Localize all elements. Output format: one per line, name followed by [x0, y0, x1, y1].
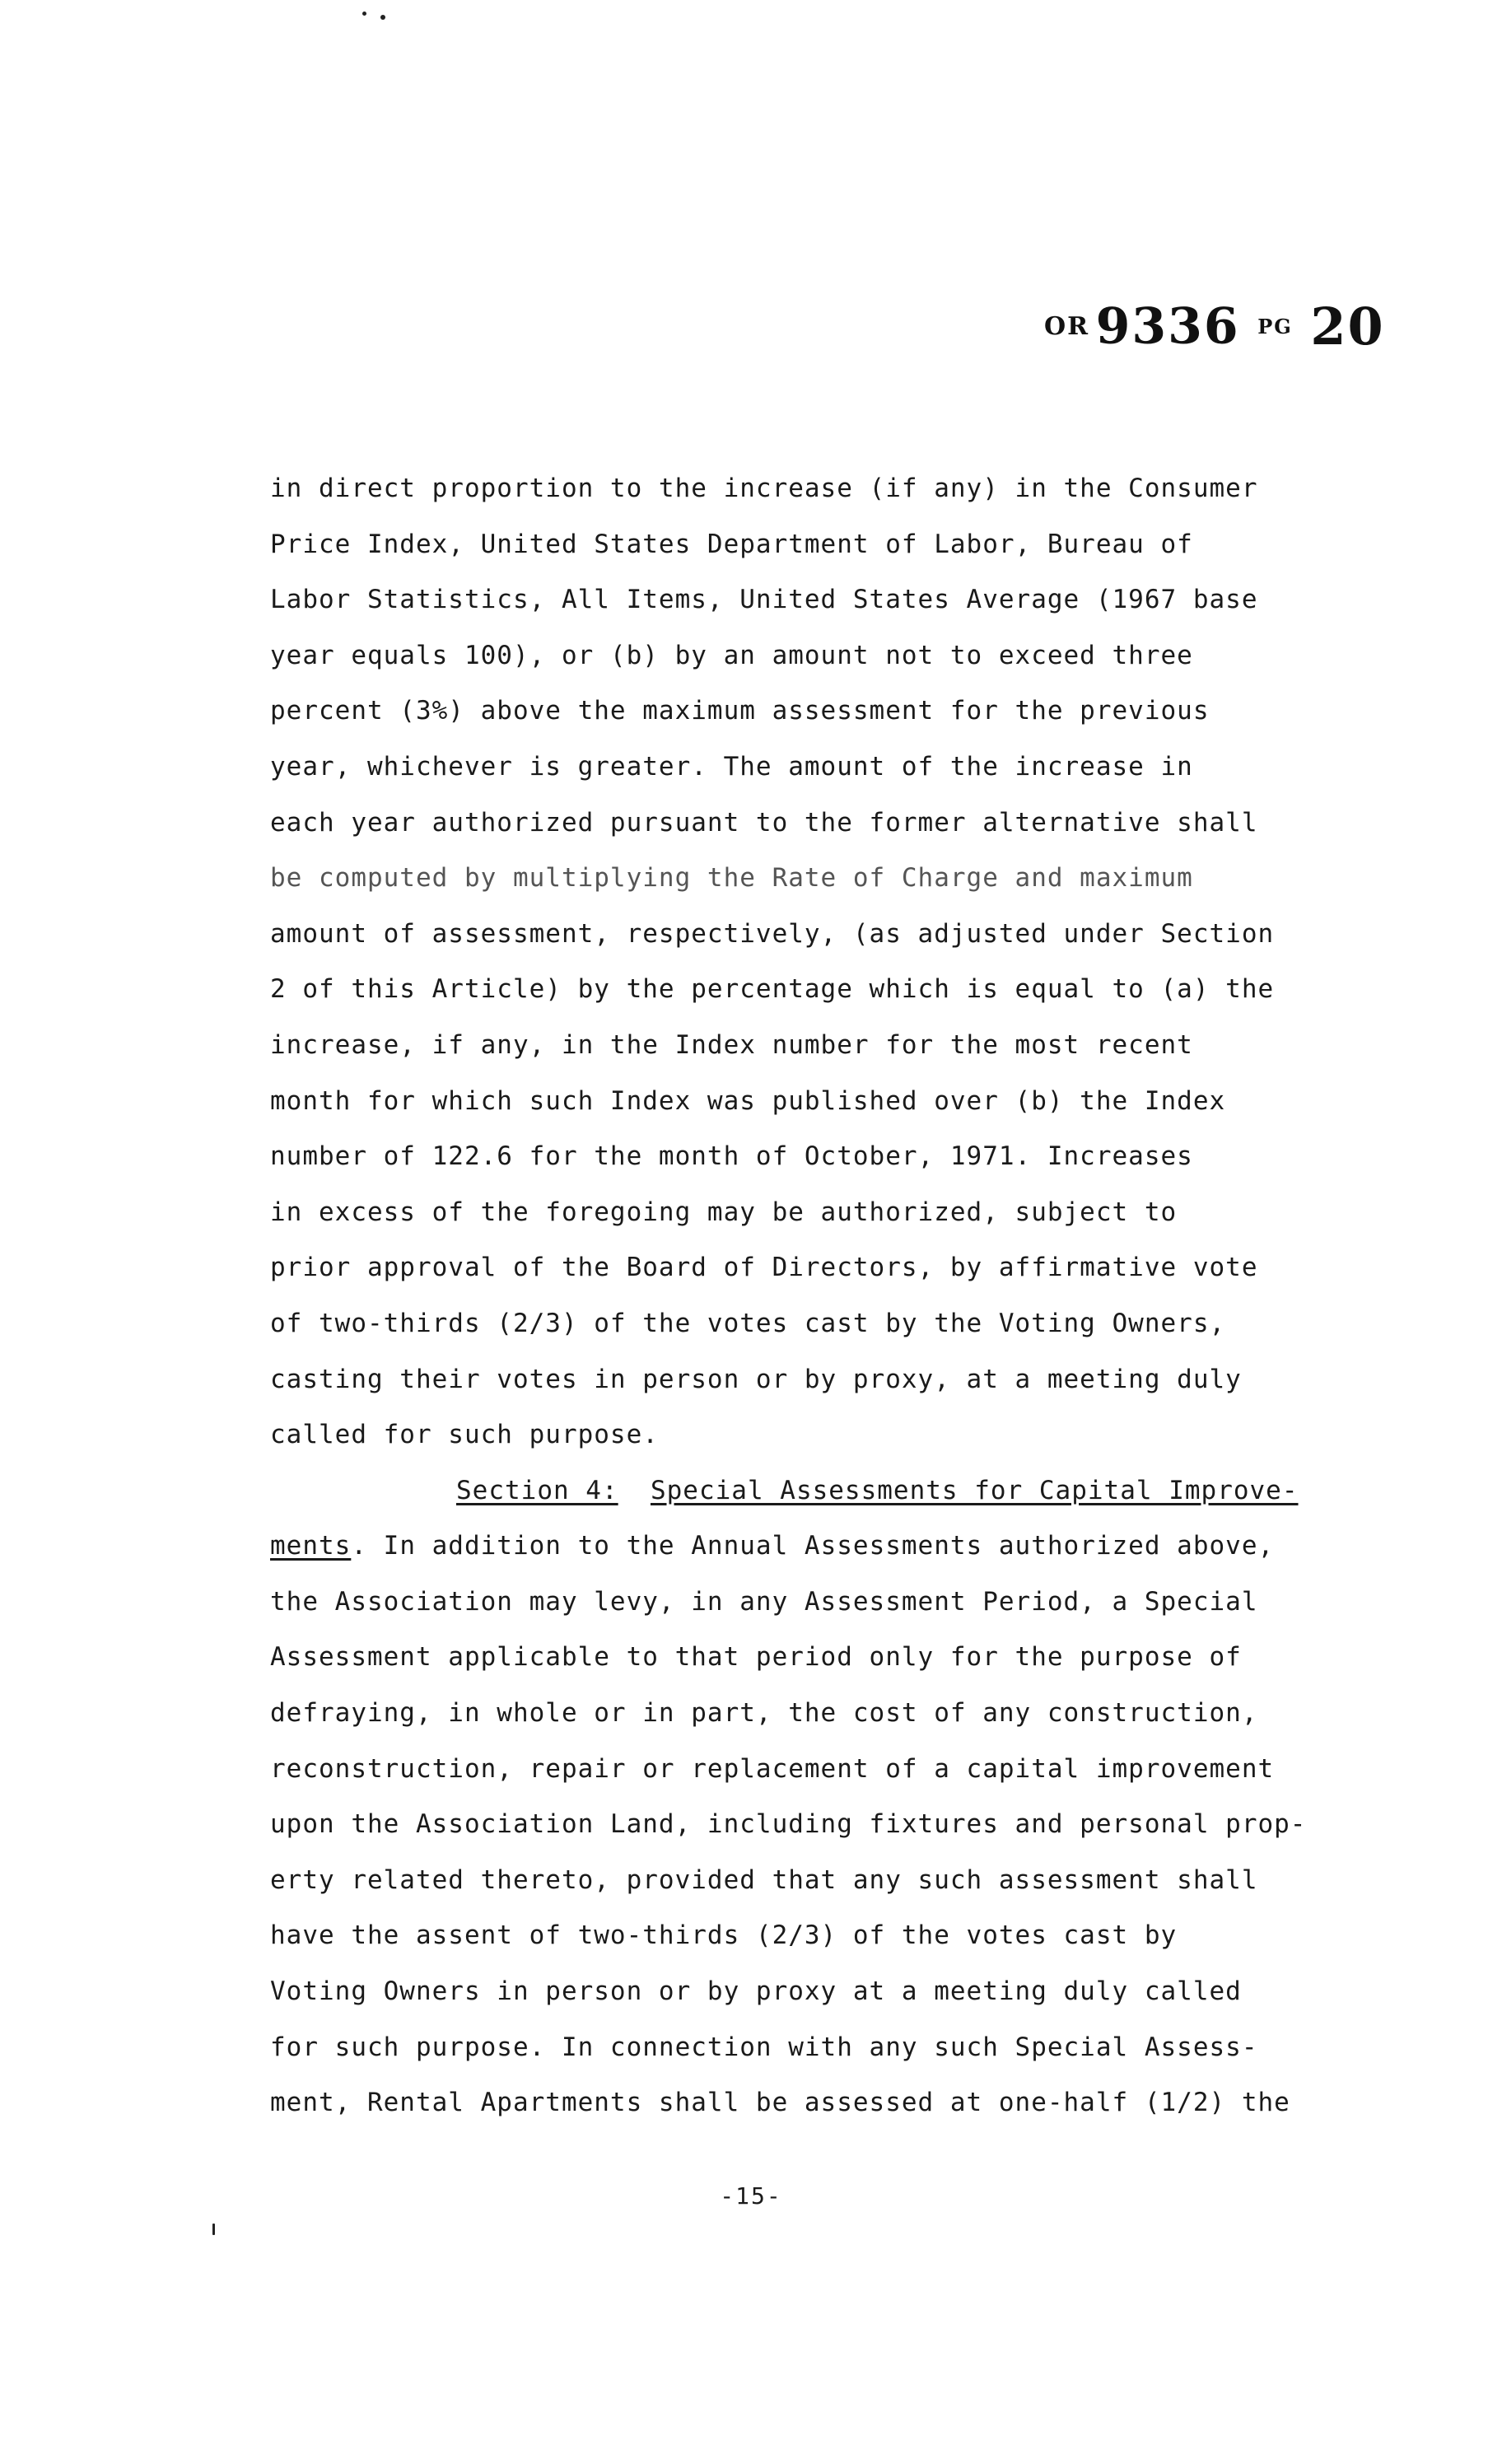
text-line: the Association may levy, in any Assessment Period, a Special — [270, 1586, 1258, 1617]
section-4-title-end: ments — [270, 1531, 352, 1561]
text-line: for such purpose. In connection with any such Special Assess- — [270, 2032, 1258, 2062]
text-line: month for which such Index was published over (b) the Index — [270, 1085, 1226, 1116]
scan-speck — [380, 15, 385, 20]
section-4-first-sentence: . In addition to the Annual Assessments authorized above, — [351, 1531, 1275, 1561]
text-line: year equals 100), or (b) by an amount not to exceed three — [270, 640, 1193, 670]
text-line: ment, Rental Apartments shall be assessed at one-half (1/2) the — [270, 2088, 1290, 2118]
text-line: in excess of the foregoing may be authorized, subject to — [270, 1197, 1178, 1227]
scan-speck — [212, 2224, 215, 2235]
text-line: in direct proportion to the increase (if any) in the Consumer — [270, 474, 1258, 503]
text-line: year, whichever is greater. The amount of the increase in — [270, 751, 1193, 782]
text-line: have the assent of two-thirds (2/3) of the votes cast by — [270, 1920, 1178, 1951]
text-line: prior approval of the Board of Directors, by affirmative vote — [270, 1253, 1258, 1283]
text-line: number of 122.6 for the month of October, 1971. Increases — [270, 1141, 1193, 1172]
text-line: 2 of this Article) by the percentage which is equal to (a) the — [270, 974, 1275, 1005]
scan-speck — [362, 12, 366, 16]
book-prefix: OR — [1044, 312, 1090, 341]
text-line: called for such purpose. — [270, 1420, 659, 1450]
page-number: -15- — [720, 2182, 782, 2210]
text-line: upon the Association Land, including fixtures and personal prop- — [270, 1809, 1307, 1840]
text-line: percent (3%) above the maximum assessment for the previous — [270, 696, 1210, 726]
text-line: reconstruction, repair or replacement of a capital improvement — [270, 1753, 1275, 1784]
text-line: increase, if any, in the Index number for the most recent — [270, 1029, 1193, 1060]
section-4-heading-line — [270, 1463, 1365, 1519]
text-line: erty related thereto, provided that any such assessment shall — [270, 1864, 1258, 1895]
document-body — [270, 461, 1365, 2131]
section-4-title: Special Assessments for Capital Improve- — [650, 1475, 1299, 1505]
text-line: be computed by multiplying the Rate of Charge and maximum — [270, 863, 1193, 894]
page-prefix: PG — [1257, 315, 1293, 338]
text-line: Voting Owners in person or by proxy at a meeting duly called — [270, 1976, 1242, 2007]
text-line: Assessment applicable to that period only for the purpose of — [270, 1642, 1242, 1673]
text-line: each year authorized pursuant to the former alternative shall — [270, 807, 1258, 838]
text-line: Labor Statistics, All Items, United States Average (1967 base — [270, 585, 1258, 615]
section-4-label: Section 4: — [456, 1475, 618, 1505]
text-line: Price Index, United States Department of Labor, Bureau of — [270, 529, 1193, 559]
text-line: casting their votes in person or by proxy, at a meeting duly — [270, 1364, 1242, 1394]
text-line: of two-thirds (2/3) of the votes cast by the Voting Owners, — [270, 1308, 1226, 1338]
text-line: amount of assessment, respectively, (as adjusted under Section — [270, 918, 1275, 949]
text-line — [270, 1519, 1365, 1575]
text-line: defraying, in whole or in part, the cost of any construction, — [270, 1698, 1258, 1729]
book-page-stamp — [1044, 296, 1385, 357]
stamp-page-number: 20 — [1310, 296, 1385, 357]
book-number: 9336 — [1095, 297, 1240, 356]
